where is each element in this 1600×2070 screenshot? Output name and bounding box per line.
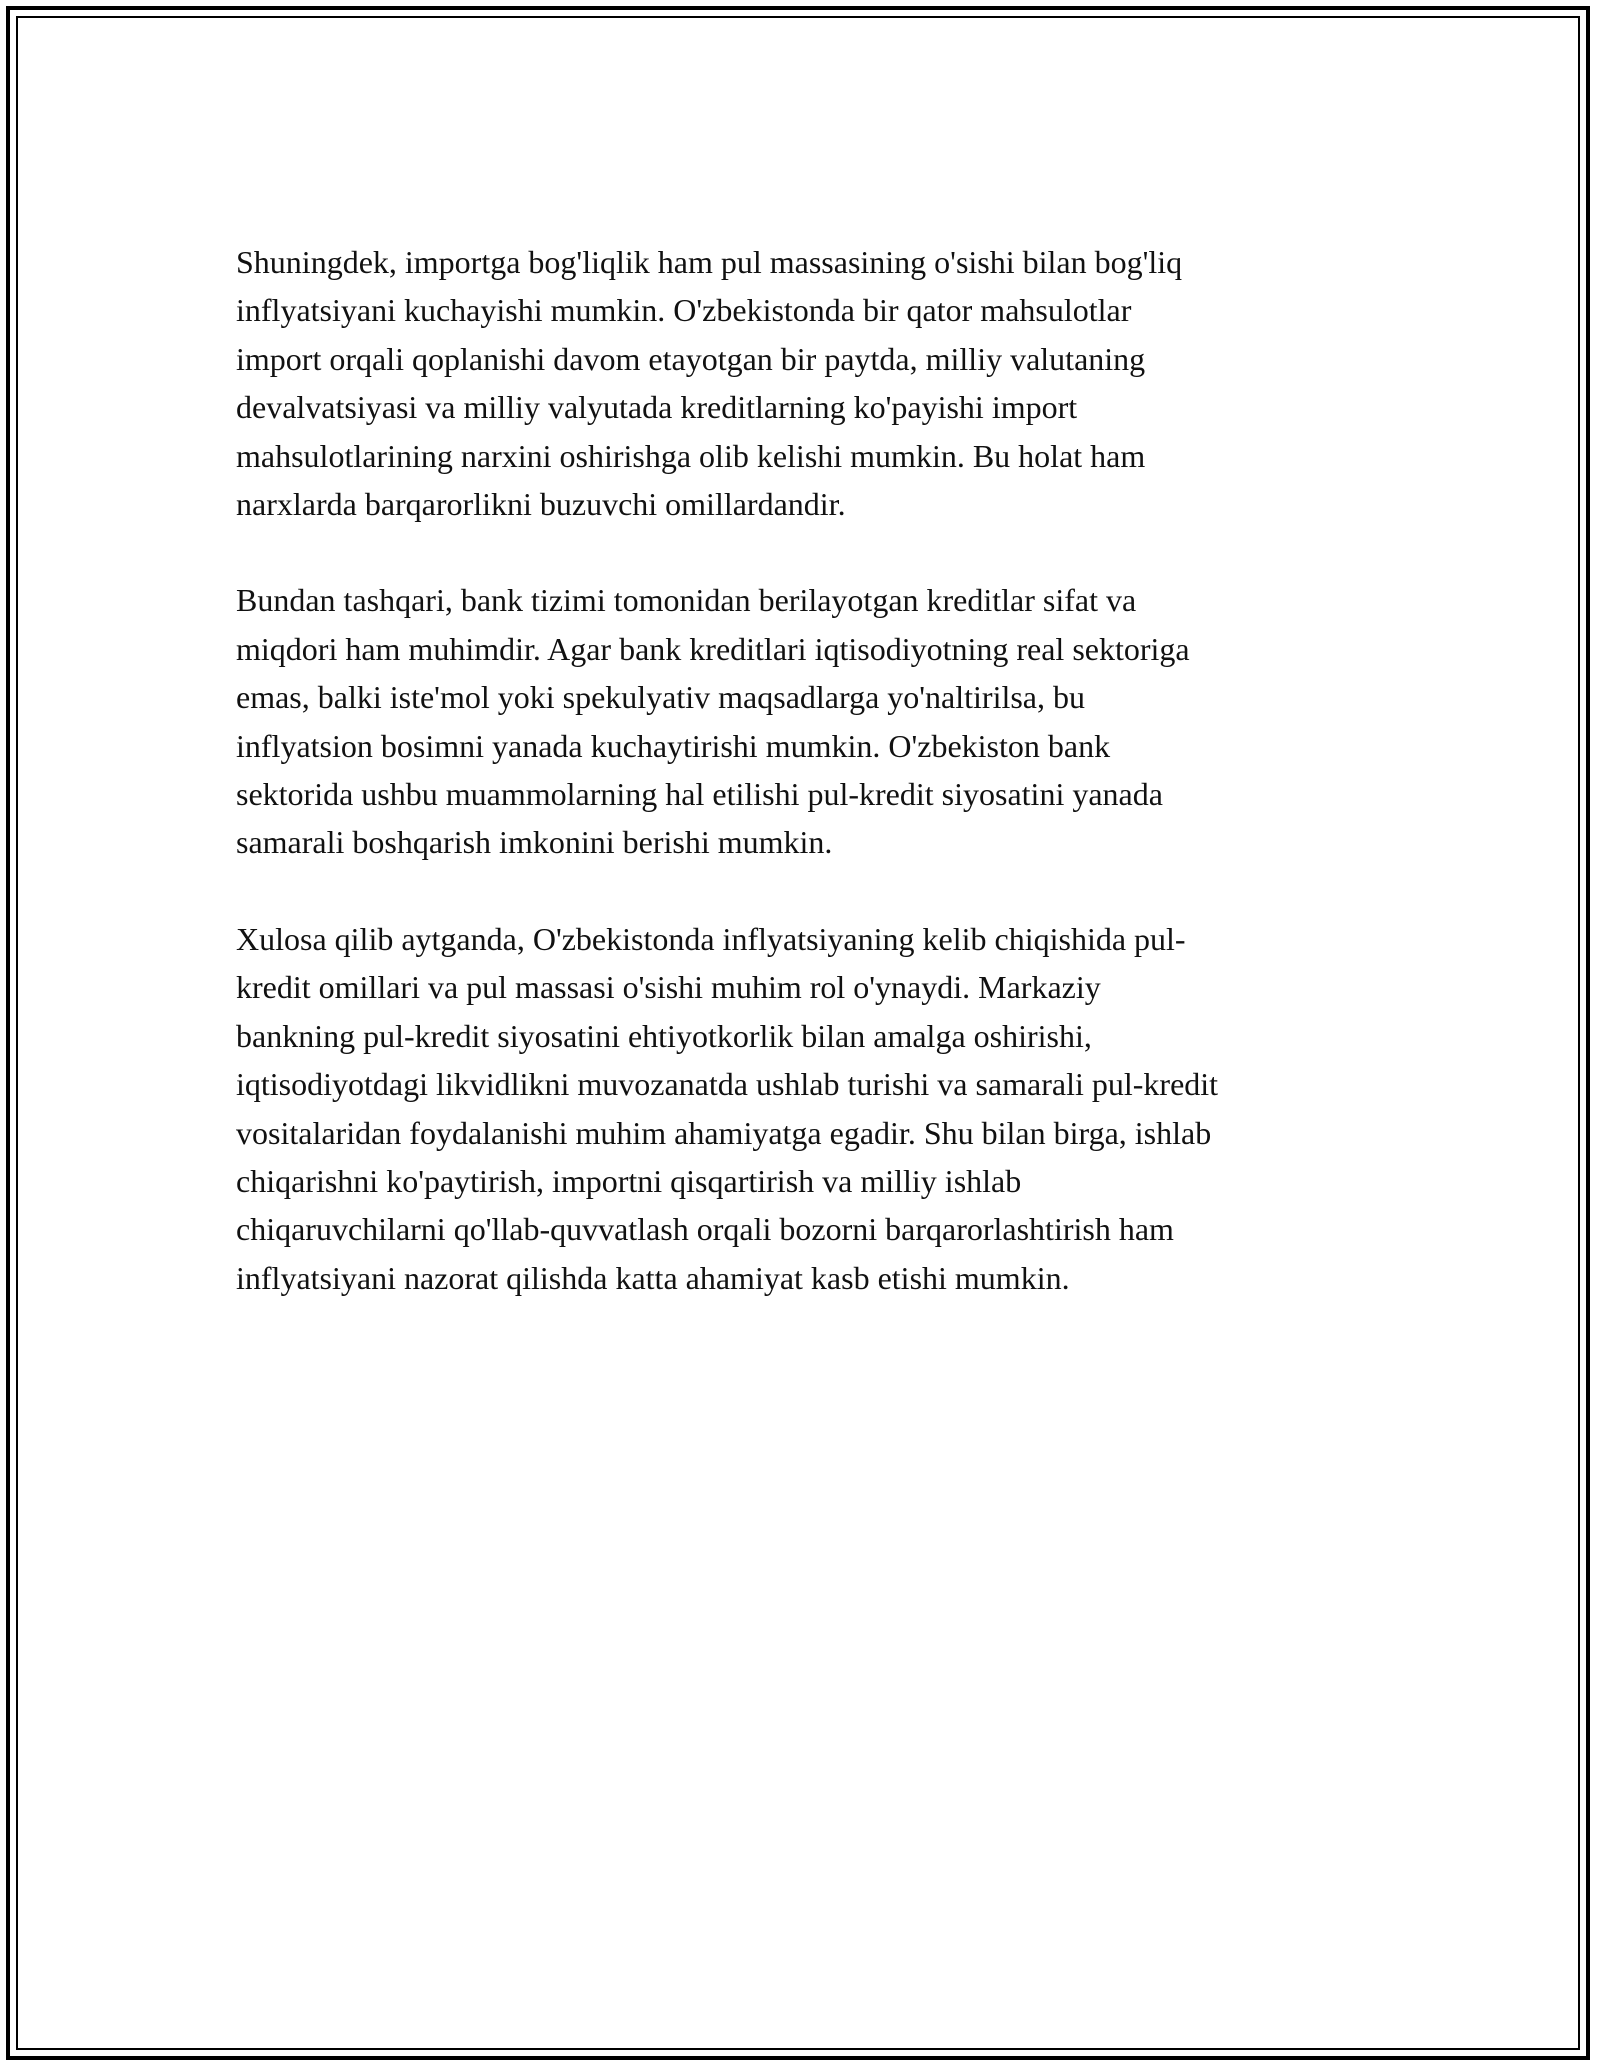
paragraph-conclusion: Xulosa qilib aytganda, O'zbekistonda inflyatsiyaning kelib chiqishida pul- kredit omillari va pul massasi o'sishi muhim rol o'ynaydi. Markaziy bankning pul-kredit siyosatini ehtiyotkorlik bilan amalga oshirishi, iqtisodiyotdagi likvidlikni muvozanatda ushlab turishi va samarali pul-kredit vositalaridan foydalanishi muhim ahamiyatga egadir. Shu bilan birga, ishlab chiqarishni ko'paytirish, importni qisqartirish va milliy ishlab chiqaruvchilarni qo'llab-quvvatlash orqali bozorni barqarorlashtirish ham inflyatsiyani nazorat qilishda katta ahamiyat kasb etishi mumkin. <box>236 920 1219 1296</box>
paragraph-import-dependence: Shuningdek, importga bog'liqlik ham pul massasining o'sishi bilan bog'liq inflyatsiyani kuchayishi mumkin. O'zbekistonda bir qator mahsulotlar import orqali qoplanishi davom etayotgan bir paytda, milliy valutaning devalvatsiyasi va milliy valyutada kreditlarning ko'payishi import mahsulotlarining narxini oshirishga olib kelishi mumkin. Bu holat ham narxlarda barqarorlikni buzuvchi omillardandir. <box>236 244 1183 523</box>
document-body <box>236 238 1366 1350</box>
paragraph-bank-credit-quality: Bundan tashqari, bank tizimi tomonidan berilayotgan kreditlar sifat va miqdori ham muhimdir. Agar bank kreditlari iqtisodiyotning real sektoriga emas, balki iste'mol yoki spekulyativ maqsadlarga yo'naltirilsa, bu inflyatsion bosimni yanada kuchaytirishi mumkin. O'zbekiston bank sektorida ushbu muammolarning hal etilishi pul-kredit siyosatini yanada samarali boshqarish imkonini berishi mumkin. <box>236 582 1190 861</box>
